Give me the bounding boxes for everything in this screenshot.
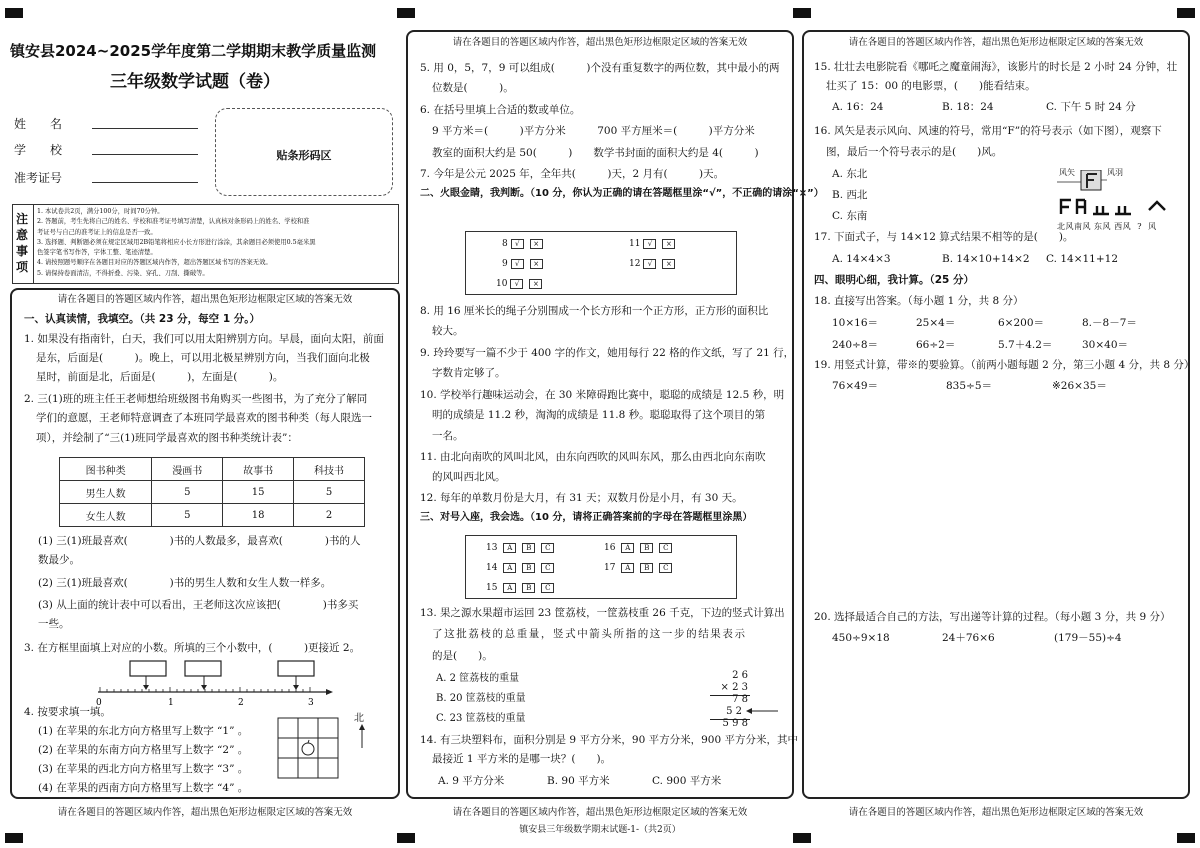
page-footer: 镇安县三年级数学期末试题-1-（共2页） [519,825,681,835]
step-calc-item: 450÷9×18 [832,632,890,644]
field-school-label: 学 校 [14,143,63,157]
table-header: 故事书 [223,458,294,481]
direction-grid [277,717,339,779]
q20-text: 20. 选择最适合自己的方法，写出递等计算的过程。（每小题 3 分，共 9 分） [814,611,1171,623]
field-id-label: 准考证号 [14,171,63,185]
q14-option: A. 9 平方分米 [438,775,505,787]
note-line: 4. 请按照题号顺序在各题目对应的答题区域内作答，超出答题区域书写的答案无效。 [37,259,272,267]
option-a-bubble[interactable]: A [503,543,516,553]
option-a-bubble[interactable]: A [503,563,516,573]
option-a-bubble[interactable]: A [621,563,634,573]
wind-symbols-figure [1057,166,1185,234]
judge-row[interactable] [502,257,546,271]
fig-label: 风羽 [1107,168,1123,177]
choice-num: 16 [604,543,616,553]
field-id-line[interactable] [92,182,198,183]
q4-sub: (4) 在苹果的西南方向方格里写上数字 “4” 。 [38,782,249,794]
exam-title: 镇安县2024~2025学年度第二学期期末教学质量监测 [10,42,377,60]
apple-icon [302,743,314,755]
calc-line: 5 9 8 [722,718,748,729]
cross-bubble[interactable]: × [530,239,543,249]
cross-bubble[interactable]: × [662,259,675,269]
check-bubble[interactable]: √ [510,279,523,289]
note-line: 色签字笔书写作答，字体工整、笔迹清楚。 [37,249,157,257]
choice-answer-box [465,535,737,599]
q15-text: 壮买了 15：00 的电影票，( )能看结束。 [826,80,1036,92]
judge-num: 10 [496,279,508,289]
vertical-calc-item: 76×49＝ [832,380,879,392]
q14-text: 14. 有三块塑料布，面积分别是 9 平方分米，90 平方分米，900 平方分米，其中 [420,734,798,746]
q15-text: 15. 壮壮去电影院看《哪吒之魔童闹海》，该影片的时长是 2 小时 24 分钟，壮 [814,61,1178,73]
q14-text: 最接近 1 平方米的是哪一块？( )。 [432,753,612,765]
option-a-bubble[interactable]: A [503,583,516,593]
answer-box[interactable] [278,661,314,676]
choice-row[interactable] [604,541,675,555]
field-school-line[interactable] [92,154,198,155]
option-c-bubble[interactable]: C [659,543,672,553]
option-c-bubble[interactable]: C [541,543,554,553]
tick-label: 0 [96,698,102,706]
calc-line: 5 2 [726,706,742,717]
choice-num: 15 [486,583,498,593]
option-c-bubble[interactable]: C [659,563,672,573]
vertical-calc-item: ※26×35＝ [1052,380,1107,392]
q17-option: A. 14×4×3 [832,253,891,265]
q15-option: C. 下午 5 时 24 分 [1046,101,1136,113]
answer-box[interactable] [130,661,166,676]
choice-row[interactable] [486,561,557,575]
table-row [60,504,365,527]
vertical-calculation [706,669,776,733]
wind-label: ? [1137,222,1142,231]
wind-label: 风 [1148,222,1157,231]
exam-subtitle: 三年级数学试题（卷） [110,72,280,92]
choice-num: 13 [486,543,498,553]
number-line [90,658,340,706]
bottom-notice: 请在各题目的答题区域内作答，超出黑色矩形边框限定区域的答案无效 [57,807,353,818]
calc-line: × 2 3 [720,682,748,693]
field-name-line[interactable] [92,128,198,129]
q17-option: B. 14×10+14×2 [942,253,1030,265]
q10-text: 明的成绩是 11.2 秒，淘淘的成绩是 11.8 秒。聪聪取得了这个项目的第 [432,409,766,421]
choice-row[interactable] [486,541,557,555]
table-cell: 5 [152,481,223,504]
cross-bubble[interactable]: × [662,239,675,249]
judge-answer-box [465,231,737,295]
table-cell: 2 [294,504,365,527]
option-b-bubble[interactable]: B [522,583,535,593]
wind-label: 北风 [1057,222,1074,231]
q9-text: 9. 玲玲要写一篇不少于 400 字的作文，她用每行 22 格的作文纸，写了 21 行， [420,347,795,359]
judge-num: 8 [502,239,508,249]
wind-label: 南风 [1074,222,1091,231]
q6-text: 教室的面积大约是 50( ) 数学书封面的面积大约是 4( ) [432,147,759,159]
region-notice: 请在各题目的答题区域内作答，超出黑色矩形边框限定区域的答案无效 [848,37,1144,48]
q7-text: 7. 今年是公元 2025 年，全年共( )天，2 月有( )天。 [420,168,725,180]
q2-sub: 数最少。 [38,554,80,566]
q1-text: 星时，前面是北，后面是( )，左面是( )。 [36,371,284,383]
q5-text: 5. 用 0，5，7，9 可以组成( )个没有重复数字的两位数，其中最小的两 [420,62,780,74]
book-stats-table [59,457,365,527]
q16-text: 图，最后一个符号表示的是( )风。 [826,146,1003,158]
option-c-bubble[interactable]: C [541,563,554,573]
q6-text: 6. 在括号里填上合适的数或单位。 [420,104,581,116]
answer-box[interactable] [185,661,221,676]
vertical-calc-item: 835÷5＝ [946,380,993,392]
q8-text: 8. 用 16 厘米长的绳子分别围成一个长方形和一个正方形，正方形的面积比 [420,305,769,317]
cross-bubble[interactable]: × [530,259,543,269]
table-cell: 15 [223,481,294,504]
option-b-bubble[interactable]: B [522,563,535,573]
table-cell: 18 [223,504,294,527]
check-bubble[interactable]: √ [511,259,524,269]
q11-text: 的风叫西北风。 [432,471,506,483]
barcode-label: 贴条形码区 [276,149,332,162]
oral-calc: 5.7＋4.2＝ [998,339,1053,351]
calc-line: 2 6 [732,670,748,681]
q9-text: 字数肯定够了。 [432,367,506,379]
tick-label: 2 [238,698,244,706]
q17-option: C. 14×11+12 [1046,253,1119,265]
judge-num: 12 [629,259,641,269]
field-name-label: 姓 名 [14,117,63,131]
q13-text: 的是( )。 [432,650,493,662]
step-calc-item: 24＋76×6 [942,632,995,644]
q2-text: 学们的意愿，王老师特意调查了本班同学最喜欢的图书种类（每人限选一 [36,412,372,424]
oral-calc: 10×16＝ [832,317,879,329]
judge-row[interactable] [629,237,678,251]
q10-text: 一名。 [432,430,464,442]
q12-text: 12. 每年的单数月份是大月，有 31 天；双数月份是小月，有 30 天。 [420,492,743,504]
q4-sub: (1) 在苹果的东北方向方格里写上数字 “1” 。 [38,725,249,737]
north-label: 北 [354,713,364,724]
judge-row[interactable] [629,257,678,271]
section-2-heading: 二、火眼金睛，我判断。（10 分，你认为正确的请在答题框里涂“√”，不正确的请涂“×”） [420,188,824,199]
table-cell: 5 [294,481,365,504]
q16-option: A. 东北 [832,168,868,180]
q4-sub: (2) 在苹果的东南方向方格里写上数字 “2” 。 [38,744,249,756]
q1-text: 是东，后面是( )。晚上，可以用北极星辨别方向，当我们面向北极 [36,352,370,364]
choice-num: 14 [486,563,498,573]
oral-calc: 25×4＝ [916,317,956,329]
q10-text: 10. 学校举行趣味运动会，在 30 米障碍跑比赛中，聪聪的成绩是 12.5 秒，明 [420,389,785,401]
option-b-bubble[interactable]: B [640,563,653,573]
choice-num: 17 [604,563,616,573]
notes-label: 注意事项 [16,212,29,274]
q13-text: 了这批荔枝的总重量，竖式中箭头所指的这一步的结果表示 [432,628,747,640]
q2-sub: 一些。 [38,618,70,630]
table-cell: 女生人数 [60,504,152,527]
check-bubble[interactable]: √ [511,239,524,249]
oral-calc: 6×200＝ [998,317,1045,329]
region-notice: 请在各题目的答题区域内作答，超出黑色矩形边框限定区域的答案无效 [57,294,353,305]
step-calc-item: (179－55)÷4 [1054,632,1122,644]
q2-text: 项），并绘制了“三(1)班同学最喜欢的图书种类统计表”： [36,432,298,444]
option-c-bubble[interactable]: C [541,583,554,593]
q11-text: 11. 由北向南吹的风叫北风，由东向西吹的风叫东风，那么由西北向东南吹 [420,451,766,463]
q1-text: 1. 如果没有指南针，白天，我们可以用太阳辨别方向。早晨，面向太阳，前面 [24,333,384,345]
bottom-notice: 请在各题目的答题区域内作答，超出黑色矩形边框限定区域的答案无效 [452,807,748,818]
note-line: 考证号与自己的准考证上的信息是否一致。 [37,228,157,236]
table-cell: 5 [152,504,223,527]
wind-label: 西风 [1114,222,1132,231]
choice-row[interactable] [604,561,675,575]
section-3-heading: 三、对号入座，我会选。（10 分，请将正确答案前的字母在答题框里涂黑） [420,512,753,523]
fig-label: 风矢 [1059,168,1075,177]
oral-calc: 66÷2＝ [916,339,956,351]
q4-sub: (3) 在苹果的西北方向方格里写上数字 “3” 。 [38,763,249,775]
note-line: 1. 本试卷共2页，满分100分，时间70分钟。 [37,208,164,215]
q13-option: B. 20 筐荔枝的重量 [436,693,526,704]
q3-text: 3. 在方框里面填上对应的小数。所填的三个小数中，( )更接近 2。 [24,642,361,654]
table-cell: 男生人数 [60,481,152,504]
q2-sub: (3) 从上面的统计表中可以看出，王老师这次应该把( )书多买 [38,599,359,611]
q17-text: 17. 下面式子，与 14×12 算式结果不相等的是( )。 [814,231,1074,243]
calc-line: 7 8 [732,694,748,705]
q4-text: 4. 按要求填一填。 [24,706,111,718]
table-header: 漫画书 [152,458,223,481]
judge-row[interactable] [496,277,545,291]
arrow-icon [746,707,778,715]
q2-sub: (1) 三(1)班最喜欢( )书的人数最多，最喜欢( )书的人 [38,535,361,547]
q6-text: 9 平方米＝( )平方分米 700 平方厘米＝( )平方分米 [432,125,755,137]
wind-label: 东风 [1094,222,1112,231]
judge-num: 9 [502,259,508,269]
q16-option: C. 东南 [832,210,868,222]
north-indicator [354,712,368,748]
tick-label: 1 [168,698,174,706]
q16-option: B. 西北 [832,189,868,201]
oral-calc: 30×40＝ [1082,339,1129,351]
check-bubble[interactable]: √ [643,239,656,249]
option-b-bubble[interactable]: B [522,543,535,553]
bottom-notice: 请在各题目的答题区域内作答，超出黑色矩形边框限定区域的答案无效 [848,807,1144,818]
option-b-bubble[interactable]: B [640,543,653,553]
q2-text: 2. 三(1)班的班主任王老师想给班级图书角购买一些图书，为了充分了解同 [24,393,368,405]
q13-text: 13. 果之源水果超市运回 23 筐荔枝，一筐荔枝重 26 千克，下边的竖式计算出 [420,607,785,619]
section-4-heading: 四、眼明心细，我计算。（25 分） [814,274,975,286]
q14-option: C. 900 平方米 [652,775,722,787]
section-1-heading: 一、认真读情，我填空。（共 23 分，每空 1 分。） [24,313,261,325]
q15-option: A. 16：24 [832,101,884,113]
barcode-area [215,108,393,196]
note-line: 3. 选择题、判断题必须在规定区域用2B铅笔将相应小长方形进行涂涂，其余题目必须使用0.5毫米黑 [37,238,316,246]
q13-option: A. 2 筐荔枝的重量 [436,673,520,684]
choice-row[interactable] [486,581,557,595]
q19-text: 19. 用竖式计算，带※的要验算。（前两小题每题 2 分，第三小题 4 分，共 8 分） [814,359,1195,371]
option-a-bubble[interactable]: A [621,543,634,553]
tick-label: 3 [308,698,314,706]
table-header: 科技书 [294,458,365,481]
judge-num: 11 [629,239,641,249]
judge-row[interactable] [502,237,546,251]
q5-text: 位数是( )。 [432,82,514,94]
note-line: 5. 请保持卷面清洁，不得折叠、污染、穿孔、刀刮、撕破等。 [37,269,209,277]
oral-calc: 240÷8＝ [832,339,879,351]
table-row [60,481,365,504]
wind-symbol-icons [1061,200,1165,214]
q2-sub: (2) 三(1)班最喜欢( )书的男生人数和女生人数一样多。 [38,577,332,589]
oral-calc: 8.－8－7＝ [1082,317,1137,329]
table-header: 图书种类 [60,458,152,481]
q8-text: 较大。 [432,325,464,337]
region-notice: 请在各题目的答题区域内作答，超出黑色矩形边框限定区域的答案无效 [452,37,748,48]
cross-bubble[interactable]: × [529,279,542,289]
q14-option: B. 90 平方米 [547,775,610,787]
q13-option: C. 23 筐荔枝的重量 [436,713,526,724]
note-line: 2. 答题前，考生先将自己的姓名、学校和准考证号填写清楚，认真核对条形码上的姓名、学校和准 [37,218,310,226]
check-bubble[interactable]: √ [643,259,656,269]
notes-box [12,204,399,284]
q15-option: B. 18：24 [942,101,994,113]
q18-text: 18. 直接写出答案。（每小题 1 分，共 8 分） [814,295,1024,307]
q16-text: 16. 风矢是表示风向、风速的符号，常用“F”的符号表示（如下图），观察下 [814,125,1162,137]
